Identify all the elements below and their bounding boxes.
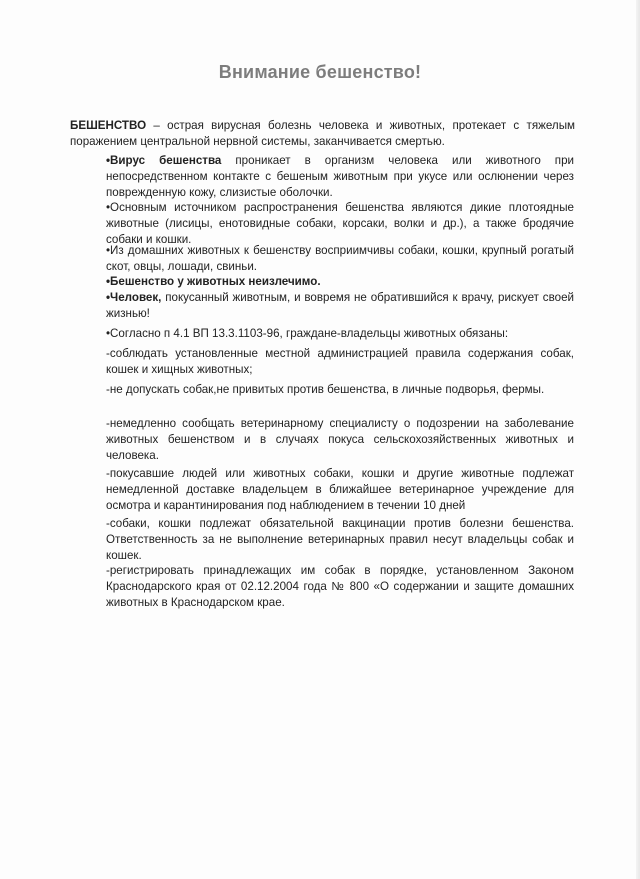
- duty-3: -немедленно сообщать ветеринарному специалисту о подозрении на заболевание животных бешенством и в случаях покуса сельскохозяйственных животных и человека.: [106, 417, 574, 462]
- duty-5: -собаки, кошки подлежат обязательной вакцинации против болезни бешенства. Ответственность за не выполнение ветеринарных правил несут владельцы собак и кошек.: [106, 517, 574, 562]
- intro-paragraph: [70, 118, 575, 150]
- duty-6: -регистрировать принадлежащих им собак в порядке, установленном Законом Краснодарского края от 02.12.2004 года № 800 «О содержании и защите домашних животных в Краснодарском крае.: [106, 564, 574, 609]
- bullet-4-bold: •Бешенство у животных неизлечимо.: [106, 275, 321, 288]
- bullet-3: [106, 243, 574, 275]
- duty-2: -не допускать собак,не привитых против бешенства, в личные подворья, фермы.: [106, 383, 545, 396]
- bullet-5-bold: •Человек,: [106, 291, 162, 304]
- duty-4: -покусавшие людей или животных собаки, кошки и другие животные подлежат немедленной доставке владельцем в ближайшее ветеринарное учреждение для осмотра и карантинирования под наблюдением в течении 10 дней: [106, 467, 574, 512]
- duty-1: -соблюдать установленные местной администрацией правила содержания собак, кошек и хищных животных;: [106, 347, 574, 376]
- bullet-5-text: покусанный животным, и вовремя не обратившийся к врачу, рискует своей жизнью!: [106, 291, 574, 320]
- bullet-4: [106, 274, 574, 290]
- intro-term: БЕШЕНСТВО: [70, 119, 147, 132]
- bullet-2-text: •Основным источником распространения бешенства являются дикие плотоядные животные (лисицы, енотовидные собаки, корсаки, волки и др.), а также бродячие собаки и кошки.: [106, 201, 574, 246]
- bullet-1-text: проникает в организм человека или животного при непосредственном контакте с бешеным животным при укусе или ослюнении через поврежденную кожу, слизистые оболочки.: [106, 154, 574, 199]
- bullet-3-text: •Из домашних животных к бешенству восприимчивы собаки, кошки, крупный рогатый скот, овцы, лошади, свиньи.: [106, 244, 574, 273]
- regulation-intro: •Согласно п 4.1 ВП 13.3.1103-96, граждане-владельцы животных обязаны:: [106, 327, 509, 340]
- intro-text: – острая вирусная болезнь человека и животных, протекает с тяжелым поражением центральной нервной системы, заканчивается смертью.: [70, 119, 575, 148]
- scan-edge: [636, 0, 640, 879]
- bullet-1: [106, 153, 574, 201]
- bullet-1-bold: •Вирус бешенства: [106, 154, 222, 167]
- bullet-2: [106, 200, 574, 248]
- page-title: Внимание бешенство!: [218, 62, 422, 82]
- bullet-5: [106, 290, 574, 322]
